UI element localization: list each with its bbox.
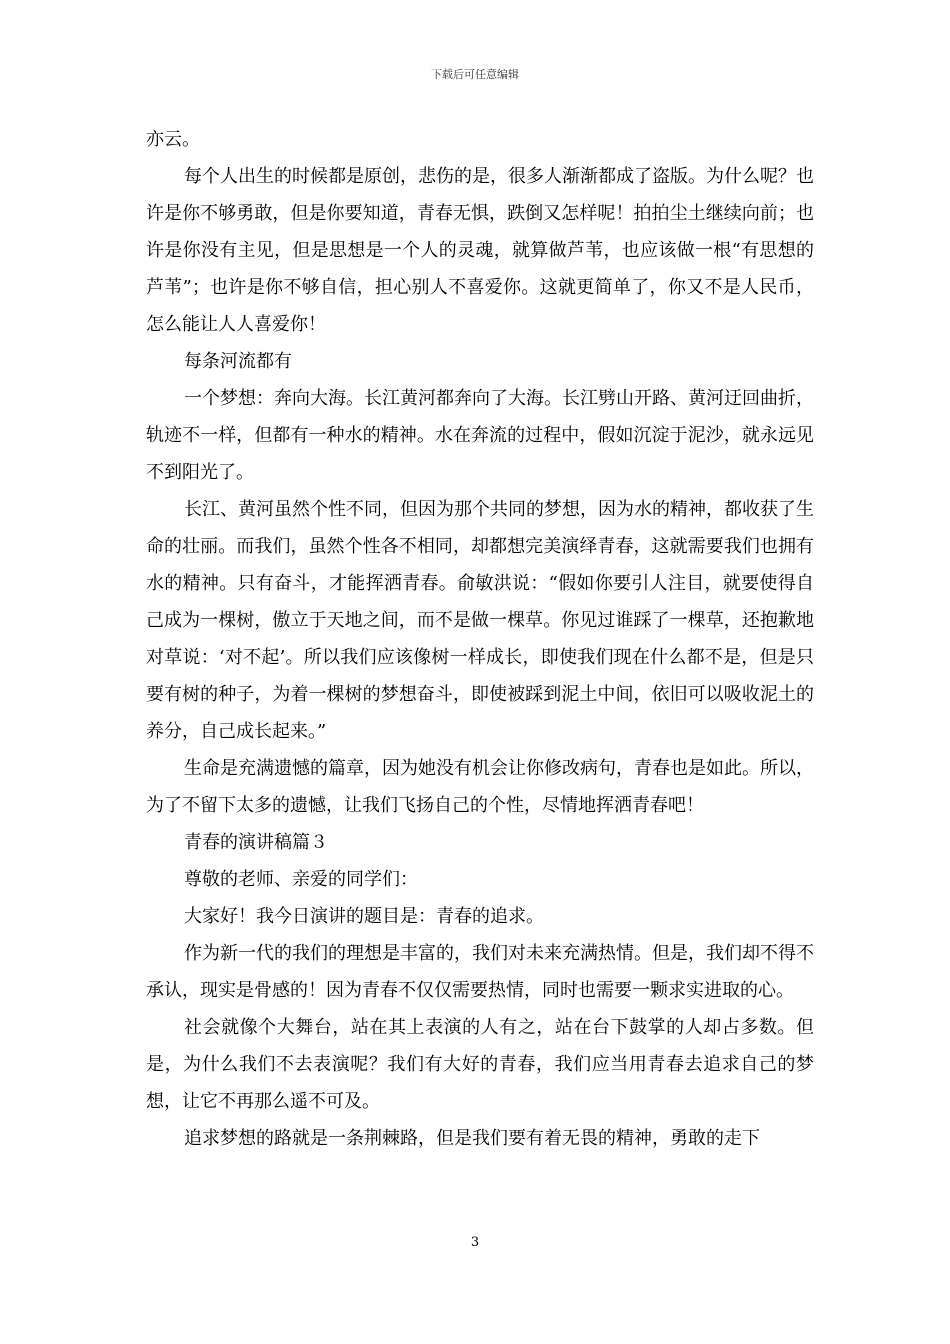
salutation: 尊敬的老师、亲爱的同学们： (184, 869, 418, 890)
paragraph: 生命是充满遗憾的篇章，因为她没有机会让你修改病句，青春也是如此。所以，为了不留下太多的遗憾，让我们飞扬自己的个性，尽情地挥洒青春吧！ (146, 758, 814, 816)
paragraph: 作为新一代的我们的理想是丰富的，我们对未来充满热情。但是，我们却不得不承认，现实是骨感的！因为青春不仅仅需要热情，同时也需要一颗求实进取的心。 (146, 943, 814, 1001)
section-heading: 青春的演讲稿篇３ (184, 832, 328, 853)
paragraph: 大家好！我今日演讲的题目是：青春的追求。 (184, 906, 544, 927)
paragraph: 社会就像个大舞台，站在其上表演的人有之，站在台下鼓掌的人却占多数。但是，为什么我们不去表演呢？我们有大好的青春，我们应当用青春去追求自己的梦想，让它不再那么遥不可及。 (146, 1017, 814, 1112)
paragraph: 每条河流都有 (184, 351, 292, 372)
paragraph: 每个人出生的时候都是原创，悲伤的是，很多人渐渐都成了盗版。为什么呢？也许是你不够勇敢，但是你要知道，青春无惧，跌倒又怎样呢！拍拍尘土继续向前；也许是你没有主见，但是思想是一个人的灵魂，就算做芦苇，也应该做一根“有思想的芦苇”；也许是你不够自信，担心别人不喜爱你。这就更简单了，你又不是人民币，怎么能让人人喜爱你！ (146, 166, 814, 335)
document-body (146, 121, 814, 1157)
paragraph: 追求梦想的路就是一条荆棘路，但是我们要有着无畏的精神，勇敢的走下 (184, 1128, 760, 1149)
paragraph: 长江、黄河虽然个性不同，但因为那个共同的梦想，因为水的精神，都收获了生命的壮丽。而我们，虽然个性各不相同，却都想完美演绎青春，这就需要我们也拥有水的精神。只有奋斗，才能挥洒青春。俞敏洪说：“假如你要引人注目，就要使得自己成为一棵树，傲立于天地之间，而不是做一棵草。你见过谁踩了一棵草，还抱歉地对草说：‘对不起’。所以我们应该像树一样成长，即使我们现在什么都不是，但是只要有树的种子，为着一棵树的梦想奋斗，即使被踩到泥土中间，依旧可以吸收泥土的养分，自己成长起来。” (146, 499, 814, 742)
paragraph: 一个梦想：奔向大海。长江黄河都奔向了大海。长江劈山开路、黄河迂回曲折，轨迹不一样，但都有一种水的精神。水在奔流的过程中，假如沉淀于泥沙，就永远见不到阳光了。 (146, 388, 814, 483)
paragraph: 亦云。 (146, 129, 200, 150)
page-number: 3 (470, 1235, 480, 1250)
page-header: 下载后可任意编辑 (431, 68, 519, 81)
